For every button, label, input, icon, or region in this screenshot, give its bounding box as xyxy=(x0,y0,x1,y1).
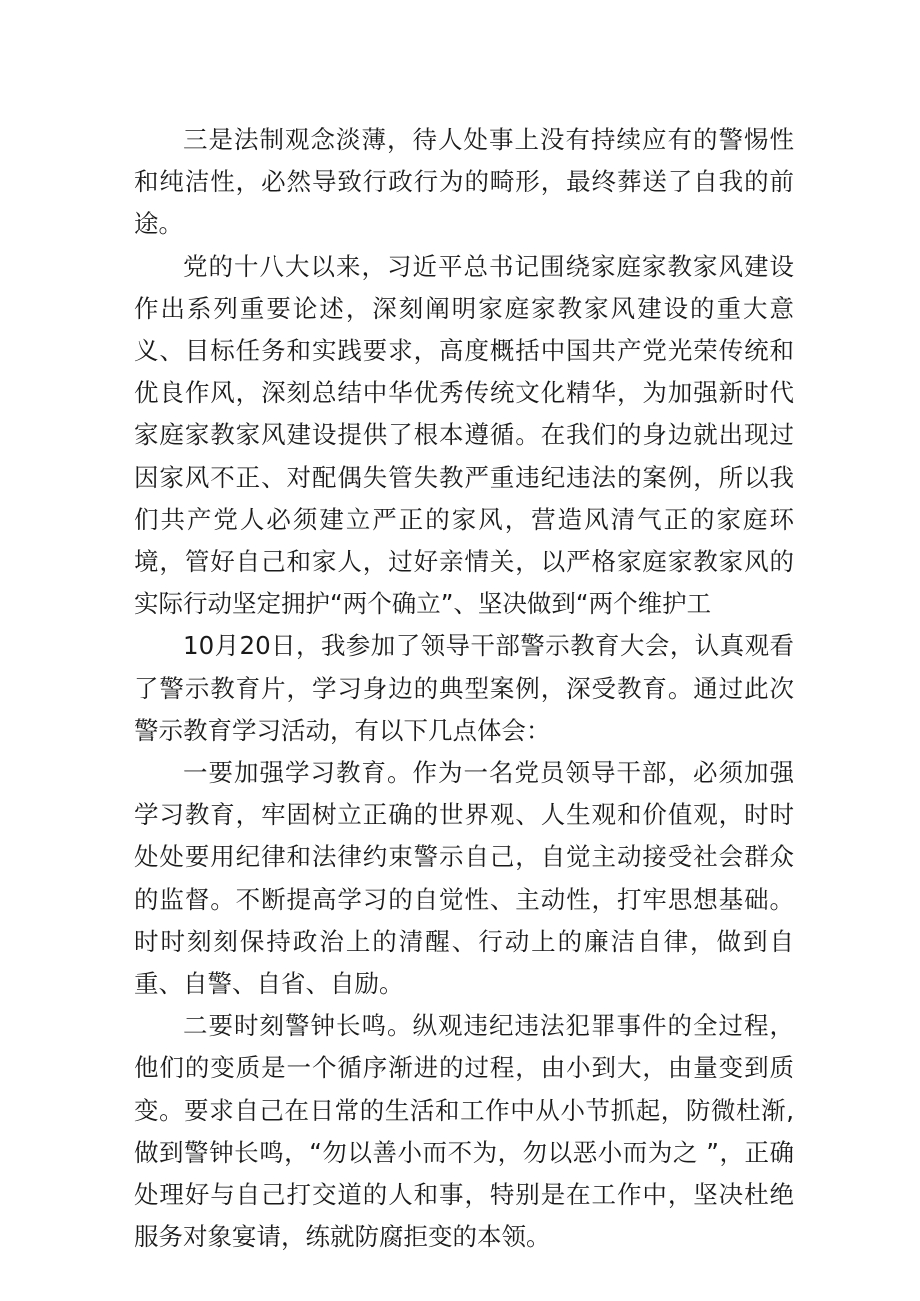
paragraph-warning-education-meeting: 10月20日，我参加了领导干部警示教育大会，认真观看了警示教育片，学习身边的典型案例，深受教育。通过此次警示教育学习活动，有以下几点体会： xyxy=(134,631,794,745)
paragraph-family-tradition: 党的十八大以来，习近平总书记围绕家庭家教家风建设作出系列重要论述，深刻阐明家庭家教家风建设的重大意义、目标任务和实践要求，高度概括中国共产党光荣传统和优良作风，深刻总结中华优秀传统文化精华，为加强新时代家庭家教家风建设提供了根本遵循。在我们的身边就出现过因家风不正、对配偶失管失教严重违纪违法的案例，所以我们共产党人必须建立严正的家风，营造风清气正的家庭环境，管好自己和家人，过好亲情关，以严格家庭家教家风的实际行动坚定拥护“两个确立”、坚决做到“两个维护工 xyxy=(134,251,794,619)
paragraph-strengthen-study: 一要加强学习教育。作为一名党员领导干部，必须加强学习教育，牢固树立正确的世界观、人生观和价值观，时时处处要用纪律和法律约束警示自己，自觉主动接受社会群众的监督。不断提高学习的自觉性、主动性，打牢思想基础。时时刻刻保持政治上的清醒、行动上的廉洁自律，做到自重、自警、自省、自励。 xyxy=(134,758,794,999)
paragraph-alarm-bell: 二要时刻警钟长鸣。纵观违纪违法犯罪事件的全过程，他们的变质是一个循序渐进的过程，由小到大，由量变到质变。要求自己在日常的生活和工作中从小节抓起，防微杜渐,做到警钟长鸣，“勿以善小而不为，勿以恶小而为之 ”，正确处理好与自己打交道的人和事，特别是在工作中，坚决杜绝服务对象宴请，练就防腐拒变的本领。 xyxy=(134,1011,794,1252)
paragraph-legal-awareness: 三是法制观念淡薄，待人处事上没有持续应有的警惕性和纯洁性，必然导致行政行为的畸形，最终葬送了自我的前途。 xyxy=(134,125,794,239)
document-body xyxy=(134,119,794,1258)
